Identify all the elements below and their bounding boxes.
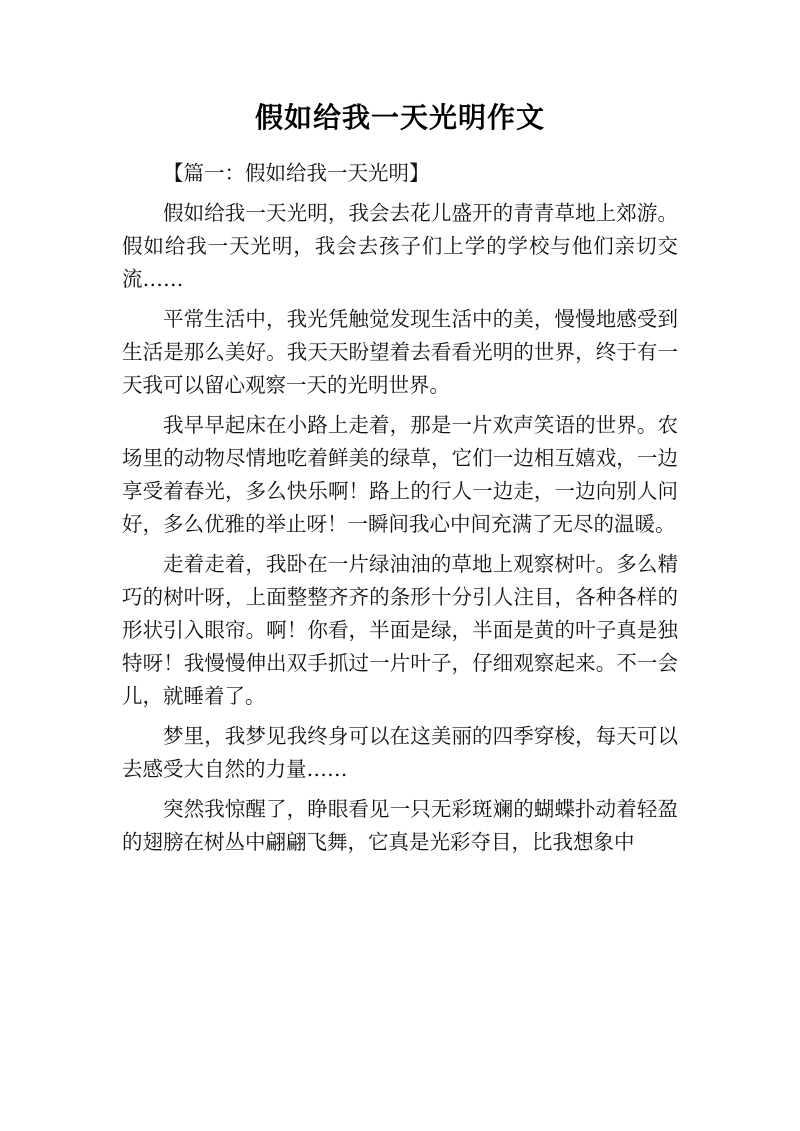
paragraph-6: 突然我惊醒了，睁眼看见一只无彩斑斓的蝴蝶扑动着轻盈的翅膀在树丛中翩翩飞舞，它真是光彩夺目，比我想象中 — [122, 797, 678, 854]
paragraph-3: 我早早起床在小路上走着，那是一片欢声笑语的世界。农场里的动物尽情地吃着鲜美的绿草，它们一边相互嬉戏，一边享受着春光，多么快乐啊！路上的行人一边走，一边向别人问好，多么优雅的举止呀！一瞬间我心中间充满了无尽的温暖。 — [122, 413, 678, 536]
paragraph-4: 走着走着，我卧在一片绿油油的草地上观察树叶。多么精巧的树叶呀，上面整整齐齐的条形十分引人注目，各种各样的形状引入眼帘。啊！你看，半面是绿，半面是黄的叶子真是独特呀！我慢慢伸出双手抓过一片叶子，仔细观察起来。不一会儿，就睡着了。 — [122, 552, 678, 708]
section-heading: 【篇一：假如给我一天光明】 — [163, 161, 430, 185]
document-body — [122, 157, 678, 866]
paragraph-2: 平常生活中，我光凭触觉发现生活中的美，慢慢地感受到生活是那么美好。我天天盼望着去看看光明的世界，终于有一天我可以留心观察一天的光明世界。 — [122, 307, 678, 397]
paragraph-5: 梦里，我梦见我终身可以在这美丽的四季穿梭，每天可以去感受大自然的力量…… — [122, 724, 678, 781]
paragraph-1: 假如给我一天光明，我会去花儿盛开的青青草地上郊游。假如给我一天光明，我会去孩子们上学的学校与他们亲切交流…… — [122, 201, 678, 291]
document-title: 假如给我一天光明作文 — [254, 101, 545, 134]
